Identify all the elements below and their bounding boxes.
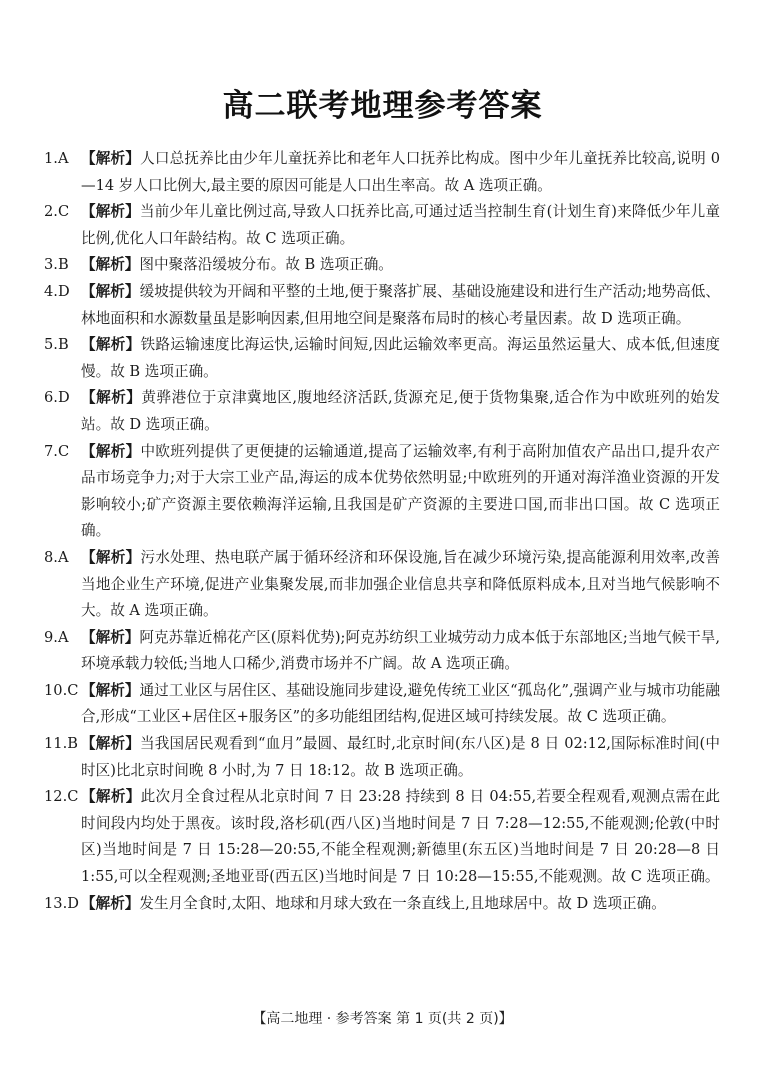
answer-item — [44, 385, 720, 438]
answer-item — [44, 252, 720, 279]
answer-body — [81, 549, 720, 619]
answer-body — [81, 788, 720, 885]
answer-body — [81, 150, 720, 194]
answer-explanation: 铁路运输速度比海运快,运输时间短,因此运输效率更高。海运虽然运量大、成本低,但速度慢。故 B 选项正确。 — [81, 336, 720, 380]
answer-number: 9.A — [44, 628, 69, 646]
analysis-tag: 【解析】 — [81, 442, 141, 460]
analysis-tag: 【解析】 — [81, 628, 140, 646]
answer-explanation: 通过工业区与居住区、基础设施同步建设,避免传统工业区“孤岛化”,强调产业与城市功能融合,形成“工业区+居住区+服务区”的多功能组团结构,促进区域可持续发展。故 C 选项正确。 — [81, 681, 720, 726]
answer-item — [44, 545, 720, 625]
analysis-tag: 【解析】 — [81, 282, 140, 300]
answer-body — [81, 443, 720, 540]
answer-item — [44, 784, 720, 890]
answer-explanation: 污水处理、热电联产属于循环经济和环保设施,旨在减少环境污染,提高能源利用效率,改善当地企业生产环境,促进产业集聚发展,而非加强企业信息共享和降低原料成本,且对当地气候影响不大。故 A 选项正确。 — [81, 548, 720, 620]
answer-item — [44, 678, 720, 731]
analysis-tag: 【解析】 — [81, 256, 140, 274]
answer-item — [44, 199, 720, 252]
answer-body — [81, 629, 720, 673]
answer-number: 5.B — [44, 336, 69, 354]
analysis-tag: 【解析】 — [81, 788, 141, 806]
answer-explanation: 当我国居民观看到“血月”最圆、最红时,北京时间(东八区)是 8 日 02:12,国际标准时间(中时区)比北京时间晚 8 小时,为 7 日 18:12。故 B 选项正确。 — [81, 735, 720, 779]
answer-explanation: 阿克苏靠近棉花产区(原料优势);阿克苏纺织工业城劳动力成本低于东部地区;当地气候干旱,环境承载力较低;当地人口稀少,消费市场并不广阔。故 A 选项正确。 — [81, 628, 720, 673]
answer-number: 10.C — [44, 681, 79, 699]
answer-explanation: 此次月全食过程从北京时间 7 日 23:28 持续到 8 日 04:55,若要全程观看,观测点需在此时间段内均处于黑夜。该时段,洛杉矶(西八区)当地时间是 7 日 7:28—12:55,不能观测;伦敦(中时区)当地时间是 7 日 15:28—20:55,不能全程观测;新德里(东五区)当地时间是 7 日 20:28—8 日 1:55,可以全程观测;圣地亚哥(西五区)当地时间是 7 日 10:28—15:55,不能观测。故 C 选项正确。 — [81, 788, 720, 886]
analysis-tag: 【解析】 — [81, 681, 140, 699]
answer-body — [81, 283, 720, 327]
answer-number: 1.A — [44, 150, 69, 167]
answer-body — [81, 682, 720, 726]
answer-body — [81, 256, 393, 273]
analysis-tag: 【解析】 — [81, 894, 140, 912]
analysis-tag: 【解析】 — [81, 336, 141, 354]
answer-number: 4.D — [44, 282, 70, 300]
answer-item — [44, 439, 720, 545]
answer-body — [81, 203, 720, 247]
answer-body — [81, 735, 720, 779]
answer-number: 3.B — [44, 256, 69, 274]
answer-item — [44, 891, 720, 918]
answer-number: 12.C — [44, 788, 79, 806]
answer-body — [81, 336, 720, 380]
answer-number: 8.A — [44, 548, 69, 566]
answer-explanation: 图中聚落沿缓坡分布。故 B 选项正确。 — [139, 256, 393, 274]
answer-explanation: 当前少年儿童比例过高,导致人口抚养比高,可通过适当控制生育(计划生育)来降低少年儿童比例,优化人口年龄结构。故 C 选项正确。 — [81, 203, 720, 247]
answer-item — [44, 731, 720, 784]
analysis-tag: 【解析】 — [81, 735, 141, 753]
page-title: 高二联考地理参考答案 — [222, 88, 543, 124]
analysis-tag: 【解析】 — [81, 389, 142, 407]
answer-body — [81, 895, 666, 912]
answer-item — [44, 279, 720, 332]
answer-number: 11.B — [44, 735, 78, 753]
answer-number: 2.C — [44, 203, 70, 221]
answer-explanation: 中欧班列提供了更便捷的运输通道,提高了运输效率,有利于高附加值农产品出口,提升农产品市场竞争力;对于大宗工业产品,海运的成本优势依然明显;中欧班列的开通对海洋渔业资源的开发影响较小;矿产资源主要依赖海洋运输,且我国是矿产资源的主要进口国,而非出口国。故 C 选项正确。 — [81, 442, 720, 540]
answer-explanation: 黄骅港位于京津冀地区,腹地经济活跃,货源充足,便于货物集聚,适合作为中欧班列的始发站。故 D 选项正确。 — [81, 389, 720, 433]
answer-explanation: 缓坡提供较为开阔和平整的土地,便于聚落扩展、基础设施建设和进行生产活动;地势高低、林地面积和水源数量虽是影响因素,但用地空间是聚落布局时的核心考量因素。故 D 选项正确。 — [81, 282, 720, 327]
analysis-tag: 【解析】 — [81, 150, 141, 167]
page-footer: 【高二地理 · 参考答案 第 1 页(共 2 页)】 — [252, 1011, 513, 1027]
analysis-tag: 【解析】 — [81, 203, 140, 221]
answer-item — [44, 332, 720, 385]
answer-explanation: 发生月全食时,太阳、地球和月球大致在一条直线上,且地球居中。故 D 选项正确。 — [139, 894, 666, 912]
answer-number: 6.D — [44, 389, 70, 407]
answer-item — [44, 146, 720, 199]
answer-body — [81, 389, 720, 433]
answer-explanation: 人口总抚养比由少年儿童抚养比和老年人口抚养比构成。图中少年儿童抚养比较高,说明 0—14 岁人口比例大,最主要的原因可能是人口出生率高。故 A 选项正确。 — [81, 150, 720, 194]
answer-number: 13.D — [44, 894, 79, 912]
answer-list — [44, 146, 720, 917]
answer-item — [44, 625, 720, 678]
answer-number: 7.C — [44, 442, 70, 460]
analysis-tag: 【解析】 — [81, 548, 141, 566]
